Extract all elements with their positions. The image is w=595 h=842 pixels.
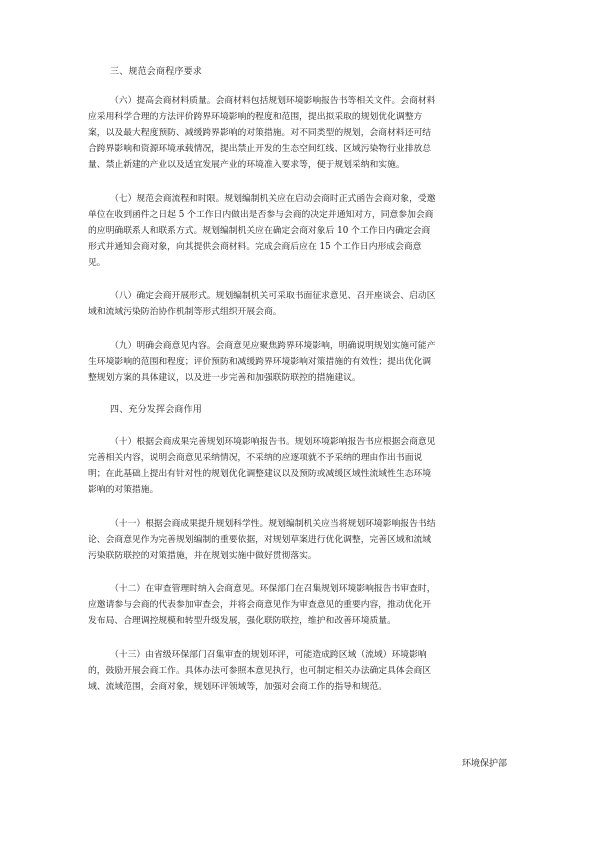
- paragraph-line: 整规划方案的具体建议，以及进一步完善和加强联防联控的措施建议。: [88, 373, 361, 383]
- paragraph-line: （十一）根据会商成果提升规划科学性。规划编制机关应当将规划环境影响报告书结: [110, 519, 436, 529]
- paragraph-line: （十三）由省级环保部门召集审查的规划环评，可能造成跨区域（流域）环境影响: [110, 650, 427, 660]
- section-3-heading: 三、规范会商程序要求: [110, 67, 203, 77]
- paragraph-line: （九）明确会商意见内容。会商意见应聚焦跨界环境影响，明确说明规划实施可能产: [110, 341, 436, 351]
- paragraph-line: 发布局、合理调控规模和转型升级发展，强化联防联控，维护和改善环境质量。: [88, 616, 396, 626]
- paragraph-line: 见。: [88, 258, 106, 268]
- paragraph-line: （七）规范会商流程和时限。规划编制机关应在启动会商时正式函告会商对象，受邀: [110, 194, 436, 204]
- paragraph-line: 案，以及最大程度预防、减缓跨界影响的对策措施。对不同类型的规划，会商材料还可结: [88, 128, 432, 138]
- paragraph-line: 的，鼓励开展会商工作。具体办法可参照本意见执行，也可制定相关办法确定具体会商区: [88, 666, 432, 676]
- paragraph-line: （十二）在审查管理时纳入会商意见。环保部门在召集规划环境影响报告书审查时，: [110, 584, 436, 594]
- paragraph-line: 污染联防联控的对策措施，并在规划实施中做好贯彻落实。: [88, 551, 317, 561]
- paragraph-line: 明；在此基础上提出有针对性的规划优化调整建议以及预防或减缓区域性流域性生态环境: [88, 469, 432, 479]
- paragraph-line: 域和流域污染防治协作机制等形式组织开展会商。: [88, 307, 282, 317]
- paragraph-line: 域、流域范围，会商对象，规划环评领域等，加强对会商工作的指导和规范。: [88, 682, 388, 692]
- paragraph-line: 完善相关内容，说明会商意见采纳情况，不采纳的应逐项就不予采纳的理由作出书面说: [88, 453, 423, 463]
- paragraph-line: （六）提高会商材料质量。会商材料包括规划环境影响报告书等相关文件。会商材料: [110, 96, 436, 106]
- section-4-heading: 四、充分发挥会商作用: [110, 405, 203, 415]
- paragraph-line: 合跨界影响和资源环境承载情况，提出禁止开发的生态空间红线、区域污染物行业排放总: [88, 144, 432, 154]
- paragraph-line: 形式并通知会商对象，向其提供会商材料。完成会商后应在 15 个工作日内形成会商意: [88, 242, 422, 252]
- paragraph-line: （十）根据会商成果完善规划环境影响报告书。规划环境影响报告书应根据会商意见: [110, 437, 436, 447]
- paragraph-line: 影响的对策措施。: [88, 485, 159, 495]
- paragraph-line: 应邀请参与会商的代表参加审查会，并将会商意见作为审查意见的重要内容，推动优化开: [88, 600, 432, 610]
- paragraph-line: 论、会商意见作为完善规划编制的重要依据，对规划草案进行优化调整，完善区域和流域: [88, 535, 432, 545]
- paragraph-line: 量、禁止新建的产业以及适宜发展产业的环境准入要求等，便于规划采纳和实施。: [88, 160, 405, 170]
- paragraph-line: 单位在收到函件之日起 5 个工作日内做出是否参与会商的决定并通知对方，同意参加会商: [88, 210, 434, 220]
- paragraph-line: 应采用科学合理的方法评价跨界环境影响的程度和范围，提出拟采取的规划优化调整方: [88, 112, 423, 122]
- paragraph-line: 的应明确联系人和联系方式。规划编制机关应在确定会商对象后 10 个工作日内确定会商: [88, 226, 431, 236]
- issuer-signature: 环境保护部: [462, 759, 508, 769]
- paragraph-line: （八）确定会商开展形式。规划编制机关可采取书面征求意见、召开座谈会、启动区: [110, 291, 436, 301]
- paragraph-line: 生环境影响的范围和程度；评价预防和减缓跨界环境影响对策措施的有效性；提出优化调: [88, 357, 432, 367]
- document-page: [88, 0, 508, 842]
